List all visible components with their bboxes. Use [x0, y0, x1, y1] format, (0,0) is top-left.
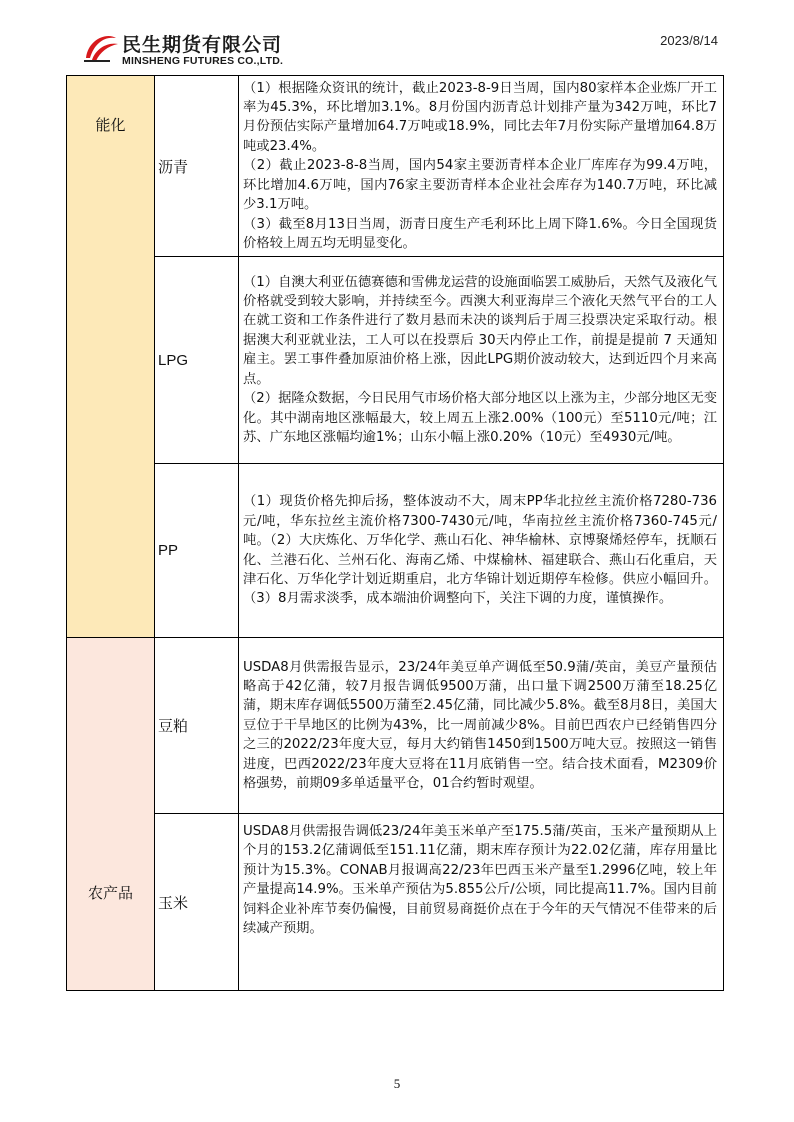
page-header — [0, 0, 794, 70]
paragraph: USDA8月供需报告调低23/24年美玉米单产至175.5蒲/英亩，玉米产量预期从上个月的153.2亿蒲调低至151.11亿蒲，期末库存预计为22.02亿蒲，库存用量比预计为15.3%。CONAB月报调高22/23年巴西玉米产量至1.2996亿吨，较上年产量提高14.9%。玉米单产预估为5.855公斤/公顷，同比提高11.7%。国内目前饲料企业补库节奏仍偏慢，目前贸易商挺价点在于今年的天气情况不佳带来的后续减产预期。 — [243, 824, 717, 937]
paragraph: （1）自澳大利亚伍德赛德和雪佛龙运营的设施面临罢工威胁后，天然气及液化气价格就受到较大影响，并持续至今。西澳大利亚海岸三个液化天然气平台的工人在就工资和工作条件进行了数月悬而未决的谈判后于周三投票决定采取行动。根据澳大利亚就业法，工人可以在投票后 30天内停止工作，前提是提前 7 天通知雇主。罢工事件叠加原油价格上涨，因此LPG期价波动较大，达到近四个月来高点。 — [243, 274, 717, 387]
company-name-cn: 民生期货有限公司 — [122, 34, 283, 56]
product-label-asphalt: 沥青 — [155, 76, 239, 257]
commentary-soymeal — [239, 638, 724, 814]
paragraph: （2）据隆众数据，今日民用气市场价格大部分地区以上涨为主，少部分地区无变化。其中湖南地区涨幅最大，较上周五上涨2.00%（100元）至5110元/吨；江苏、广东地区涨幅均逾1%；山东小幅上涨0.20%（10元）至4930元/吨。 — [243, 391, 717, 445]
paragraph: （1）现货价格先抑后扬，整体波动不大，周末PP华北拉丝主流价格7280-736元/吨，华东拉丝主流价格7300-7430元/吨，华南拉丝主流价格7360-745元/吨。（2）大庆炼化、万华化学、燕山石化、神华榆林、京博聚烯烃停车，抚顺石化、兰港石化、兰州石化、海南乙烯、中煤榆林、福建联合、燕山石化重启，天津石化、万华化学计划近期重启，北方华锦计划近期停车检修。供应小幅回升。（3）8月需求淡季，成本端油价调整向下，关注下调的力度，谨慎操作。 — [243, 494, 717, 607]
section-label-text: 能化 — [95, 116, 126, 134]
company-name-en: MINSHENG FUTURES CO.,LTD. — [122, 55, 284, 67]
product-label-pp: PP — [155, 464, 239, 638]
product-label-lpg: LPG — [155, 257, 239, 464]
product-label-soymeal: 豆粕 — [155, 638, 239, 814]
table-row — [67, 464, 724, 638]
paragraph: （2）截止2023-8-8当周，国内54家主要沥青样本企业厂库库存为99.4万吨，环比增加4.6万吨，国内76家主要沥青样本企业社会库存为140.7万吨，环比减少3.1万吨。 — [243, 158, 717, 213]
commentary-lpg — [239, 257, 724, 464]
paragraph: （3）截至8月13日当周，沥青日度生产毛利环比上周下降1.6%。今日全国现货价格较上周五均无明显变化。 — [243, 216, 717, 251]
market-commentary-table — [66, 75, 724, 991]
table-row — [67, 638, 724, 814]
paragraph: （1）根据隆众资讯的统计，截止2023-8-9日当周，国内80家样本企业炼厂开工率为45.3%，环比增加3.1%。8月份国内沥青总计划排产量为342万吨，环比7月份预估实际产量增加64.7万吨或18.9%，同比去年7月份实际产量增加64.8万吨或23.4%。 — [243, 80, 717, 154]
report-date: 2023/8/14 — [660, 33, 718, 48]
table-row — [67, 257, 724, 464]
section-label-text: 农产品 — [87, 884, 133, 902]
table-row — [67, 814, 724, 991]
commentary-asphalt — [239, 76, 724, 257]
commentary-corn — [239, 814, 724, 991]
table-row — [67, 76, 724, 257]
section-label-agri — [67, 638, 155, 991]
section-label-energy — [67, 76, 155, 638]
page-number: 5 — [393, 1076, 401, 1091]
paragraph: USDA8月供需报告显示，23/24年美豆单产调低至50.9蒲/英亩，美豆产量预估略高于42亿蒲，较7月报告调低9500万蒲，出口量下调2500万蒲至18.25亿蒲，期末库存调低5500万蒲至2.45亿蒲，同比减少5.8%。截至8月8日，美国大豆位于干旱地区的比例为43%，比一周前减少8%。目前巴西农户已经销售四分之三的2022/23年度大豆，每月大约销售1450到1500万吨大豆。按照这一销售进度，巴西2022/23年度大豆将在11月底销售一空。结合技术面看，M2309价格强势，前期09多单适量平仓，01合约暂时观望。 — [243, 659, 717, 792]
minsheng-logo-icon — [80, 28, 120, 68]
product-label-corn: 玉米 — [155, 814, 239, 991]
commentary-pp — [239, 464, 724, 638]
